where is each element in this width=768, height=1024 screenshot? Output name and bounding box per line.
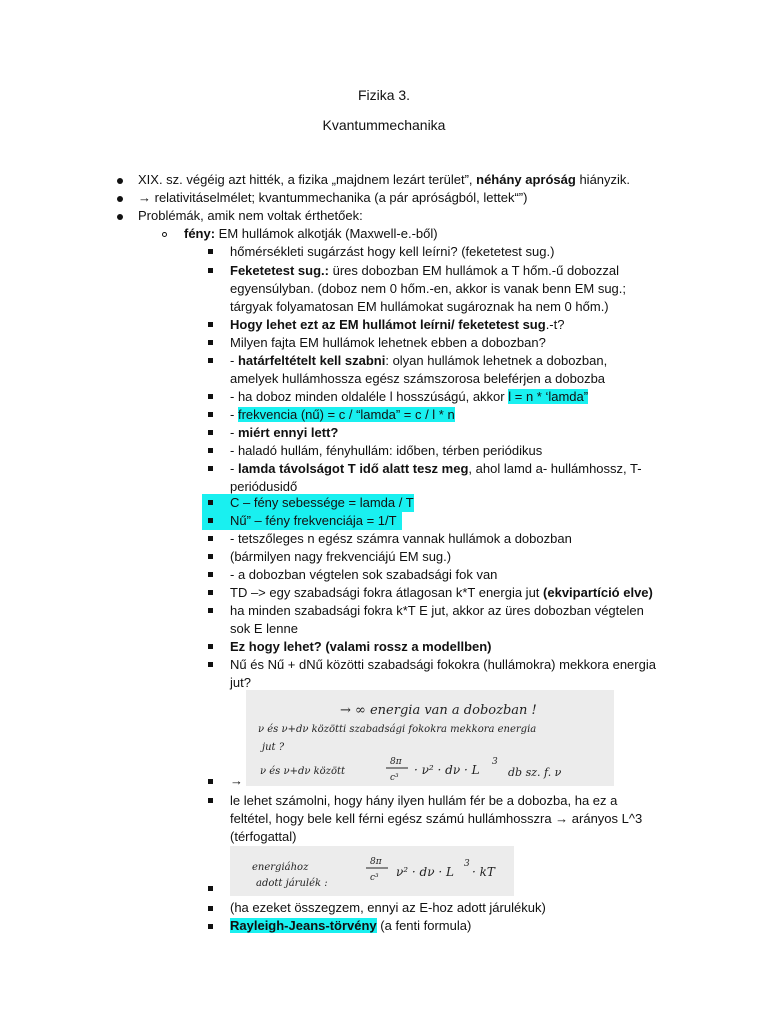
bullet-item: → relativitáselmélet; kvantummechanika (a pár apróságból, lettek“”) [138,190,528,205]
square-bullet-icon [208,554,213,559]
list-item: hőmérsékleti sugárzást hogy kell leírni? (feketetest sug.) [230,244,555,259]
list-item-continued: (térfogattal) [230,829,297,844]
document-subtitle: Kvantummechanika [322,117,446,133]
handwritten-formula-image [230,846,514,896]
list-item: Ez hogy lehet? (valami rossz a modellben) [230,639,492,654]
list-item: Nű” – fény frekvenciája = 1/T [230,513,397,528]
svg-text:c³: c³ [370,873,379,883]
handwritten-note-image [246,690,614,786]
document-title: Fizika 3. [357,87,411,103]
list-item-continued: sok E lenne [230,621,298,636]
square-bullet-icon [208,249,213,254]
list-item: le lehet számolni, hogy hány ilyen hullám fér be a dobozba, ha ez a [230,793,618,808]
bullet-item: Problémák, amik nem voltak érthetőek: [138,208,363,223]
svg-text:· ν² · dν · L: · ν² · dν · L [414,763,480,777]
svg-text:3: 3 [492,757,498,767]
svg-text:db sz. f. ν: db sz. f. ν [508,766,562,779]
square-bullet-icon [208,394,213,399]
square-bullet-icon [208,430,213,435]
svg-text:adott járulék :: adott járulék : [256,878,328,889]
svg-text:3: 3 [464,859,470,869]
square-bullet-icon [208,779,213,784]
svg-text:ν és ν+dν közötti szabadsági f: ν és ν+dν közötti szabadsági fokokra mekkora energia [258,724,537,735]
list-item: (bármilyen nagy frekvenciájú EM sug.) [230,549,452,564]
bullet-icon [117,178,123,184]
list-item: Nű és Nű + dNű közötti szabadsági fokokra (hullámokra) mekkora energia [230,657,656,672]
svg-text:jut ?: jut ? [262,742,285,753]
square-bullet-icon [208,608,213,613]
square-bullet-icon [208,466,213,471]
list-item: (ha ezeket összegzem, ennyi az E-hoz adott járulékuk) [230,900,546,915]
bullet-item: fény: EM hullámok alkotják (Maxwell-e.-ből) [184,226,438,241]
square-bullet-icon [208,662,213,667]
list-item: C – fény sebessége = lamda / T [230,495,414,510]
square-bullet-icon [208,644,213,649]
list-item-continued: tárgyak folyamatosan EM hullámokat sugároznak ha nem 0 hőm.) [230,299,609,314]
square-bullet-icon [208,906,213,911]
list-item-continued: egyensúlyban. (doboz nem 0 hőm.-en, akkor is vanak benn EM sug.; [230,281,626,296]
square-bullet-icon [208,322,213,327]
square-bullet-icon [208,500,213,505]
square-bullet-icon [208,448,213,453]
square-bullet-icon [208,412,213,417]
list-item: Milyen fajta EM hullámok lehetnek ebben a dobozban? [230,335,546,350]
square-bullet-icon [208,268,213,273]
list-item: - tetszőleges n egész számra vannak hullámok a dobozban [230,531,572,546]
bullet-icon [117,214,123,220]
square-bullet-icon [208,572,213,577]
list-item: - lamda távolságot T idő alatt tesz meg, ahol lamd a- hullámhossz, T- [230,461,642,476]
bullet-item: XIX. sz. végéig azt hitték, a fizika „majdnem lezárt terület”, néhány apróság hiányzik. [138,172,631,187]
list-item: ha minden szabadsági fokra k*T E jut, akkor az üres dobozban végtelen [230,603,644,618]
square-bullet-icon [208,590,213,595]
list-item: → [230,773,243,788]
square-bullet-icon [208,536,213,541]
bullet-icon [117,196,123,202]
svg-text:8π: 8π [390,757,402,767]
square-bullet-icon [208,886,213,891]
svg-text:ν² · dν · L: ν² · dν · L [396,865,454,879]
svg-text:energiához: energiához [252,862,309,873]
circle-bullet-icon [162,232,167,237]
list-item-continued: periódusidő [230,479,298,494]
list-item: - határfeltételt kell szabni: olyan hullámok lehetnek a dobozban, [230,353,608,368]
list-item: Feketetest sug.: üres dobozban EM hullámok a T hőm.-ű dobozzal [230,263,620,278]
list-item: - miért ennyi lett? [230,425,339,440]
square-bullet-icon [208,518,213,523]
list-item: Hogy lehet ezt az EM hullámot leírni/ feketetest sug.-t? [230,317,565,332]
list-item-continued: jut? [230,675,251,690]
list-item: - ha doboz minden oldaléle l hosszúságú, akkor l = n * ‘lamda” [230,389,589,404]
svg-text:· kT: · kT [472,865,495,879]
svg-text:→ ∞ energia van a dobozban !: → ∞ energia van a dobozban ! [340,703,537,718]
list-item: - frekvencia (nű) = c / “lamda” = c / l * n [230,407,455,422]
square-bullet-icon [208,340,213,345]
svg-text:c³: c³ [390,773,399,783]
list-item: TD –> egy szabadsági fokra átlagosan k*T energia jut (ekvipartíció elve) [230,585,653,600]
list-item: Rayleigh-Jeans-törvény (a fenti formula) [230,918,472,933]
svg-text:8π: 8π [370,857,382,867]
square-bullet-icon [208,798,213,803]
list-item-continued: amelyek hullámhossza egész számszorosa beleférjen a dobozba [230,371,606,386]
svg-text:ν és ν+dν között: ν és ν+dν között [260,766,346,777]
list-item: - a dobozban végtelen sok szabadsági fok van [230,567,498,582]
list-item: - haladó hullám, fényhullám: időben, térben periódikus [230,443,543,458]
square-bullet-icon [208,358,213,363]
square-bullet-icon [208,924,213,929]
list-item-continued: feltétel, hogy bele kell férni egész számú hullámhosszra → arányos L^3 [230,811,643,826]
